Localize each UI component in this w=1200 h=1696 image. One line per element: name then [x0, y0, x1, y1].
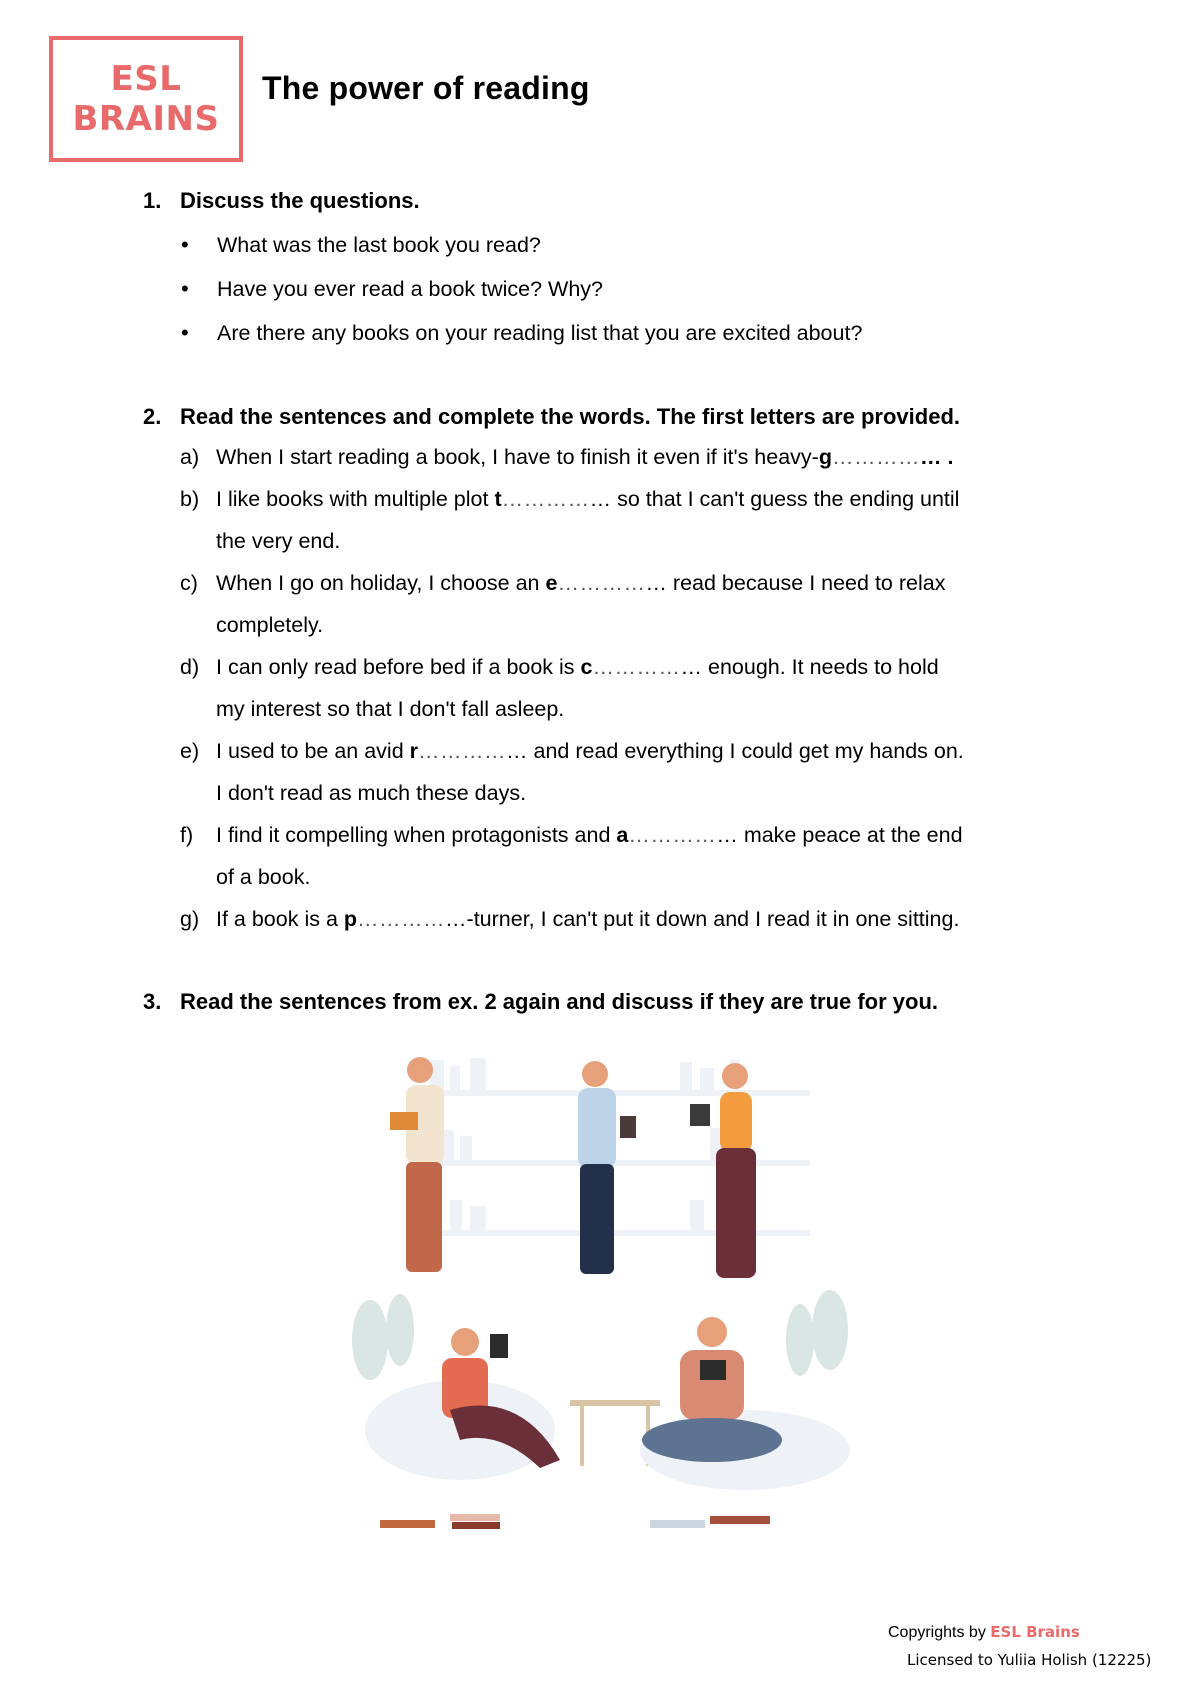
sentence-text: I can only read before bed if a book is	[216, 655, 581, 679]
first-letter: e	[545, 571, 558, 595]
sentence-end: … read because I need to relax	[645, 571, 946, 595]
item-letter: e)	[180, 739, 200, 763]
floor-books	[380, 1514, 770, 1529]
exercise-3-heading	[143, 989, 938, 1015]
exercise-2-title: Read the sentences and complete the words. The first letters are provided.	[180, 404, 960, 429]
bullet-icon: •	[181, 232, 189, 257]
first-letter: c	[580, 655, 593, 679]
item-letter: f)	[180, 823, 194, 847]
item-letter: g)	[180, 907, 200, 931]
blank-dots[interactable]: …………	[557, 571, 646, 595]
sentence-end: …-turner, I can't put it down and I read it in one sitting.	[445, 907, 960, 931]
sentence-end: … enough. It needs to hold	[680, 655, 939, 679]
copyright-prefix: Copyrights by	[888, 1624, 991, 1641]
sentence-end: … .	[919, 445, 954, 469]
esl-brains-logo	[49, 36, 243, 162]
sentence-end: … and read everything I could get my hands on.	[506, 739, 964, 763]
blank-dots[interactable]: …………	[501, 487, 590, 511]
blank-dots[interactable]: …………	[592, 655, 681, 679]
copyright-brand: ESL Brains	[990, 1623, 1080, 1641]
item-letter: c)	[180, 571, 198, 595]
exercise-1-title: Discuss the questions.	[180, 188, 420, 213]
blank-dots[interactable]: …………	[628, 823, 717, 847]
first-letter: a	[616, 823, 629, 847]
blank-dots[interactable]: …………	[418, 739, 507, 763]
sentence-text: I like books with multiple plot	[216, 487, 495, 511]
sentence-continuation: of a book.	[216, 865, 311, 889]
item-letter: a)	[180, 445, 200, 469]
bullet-icon: •	[181, 320, 189, 345]
item-letter: d)	[180, 655, 200, 679]
exercise-3-number: 3.	[143, 989, 162, 1014]
sentence-text: When I go on holiday, I choose an	[216, 571, 546, 595]
bullet-icon: •	[181, 276, 189, 301]
sentence-continuation: I don't read as much these days.	[216, 781, 527, 805]
question-text: Are there any books on your reading list that you are excited about?	[217, 321, 863, 345]
exercise-1-number: 1.	[143, 188, 162, 213]
exercise-2-number: 2.	[143, 404, 162, 429]
first-letter: p	[343, 907, 358, 931]
first-letter: g	[818, 445, 832, 469]
sentence-end: … make peace at the end	[716, 823, 963, 847]
exercise-1-heading	[143, 188, 420, 214]
blank-dots[interactable]: …………	[357, 907, 446, 931]
question-text: Have you ever read a book twice? Why?	[217, 277, 604, 301]
item-letter: b)	[180, 487, 200, 511]
sentence-continuation: my interest so that I don't fall asleep.	[216, 697, 565, 721]
sentence-text: I find it compelling when protagonists and	[216, 823, 617, 847]
exercise-2-heading	[143, 404, 960, 430]
first-letter: r	[409, 739, 419, 763]
sentence-text: I used to be an avid	[216, 739, 410, 763]
sentence-continuation: the very end.	[216, 529, 341, 553]
sentence-text: When I start reading a book, I have to finish it even if it's heavy-	[216, 445, 819, 469]
blank-dots[interactable]: …………	[831, 445, 920, 469]
exercise-3-title: Read the sentences from ex. 2 again and discuss if they are true for you.	[180, 989, 939, 1014]
sentence-end: … so that I can't guess the ending until	[589, 487, 960, 511]
first-letter: t	[494, 487, 502, 511]
question-text: What was the last book you read?	[217, 233, 541, 257]
sentence-continuation: completely.	[216, 613, 324, 637]
page-title: The power of reading	[262, 70, 590, 106]
logo-line-1: ESL	[110, 59, 182, 99]
license-line: Licensed to Yuliia Holish (12225)	[907, 1651, 1152, 1669]
sentence-text: If a book is a	[216, 907, 344, 931]
people-reading-illustration	[350, 1050, 870, 1570]
standing-reader-left	[390, 1057, 444, 1272]
plant-decoration	[352, 1290, 848, 1380]
logo-line-2: BRAINS	[72, 99, 220, 139]
copyright-line	[888, 1623, 1080, 1642]
